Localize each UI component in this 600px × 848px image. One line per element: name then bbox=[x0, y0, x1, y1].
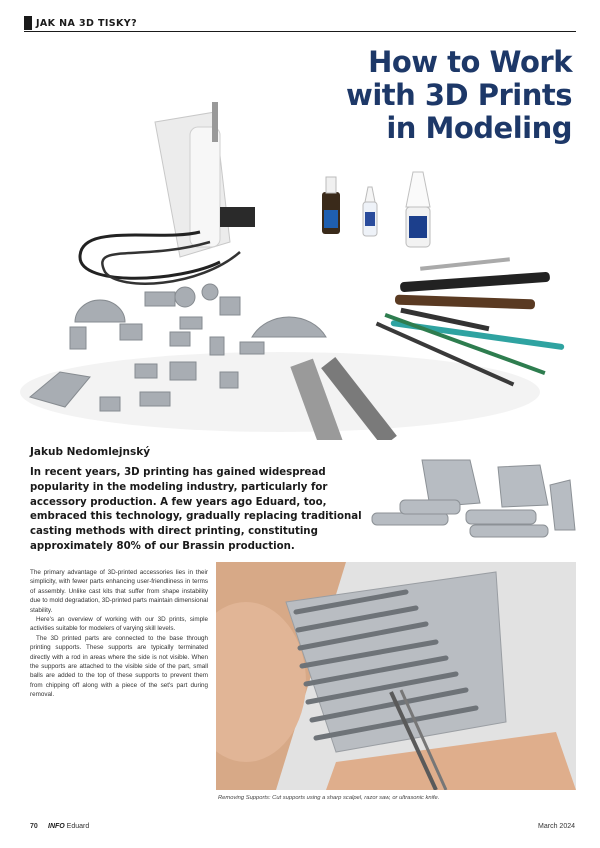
magazine-name bbox=[48, 823, 89, 830]
magazine-name-strong: INFO bbox=[48, 823, 65, 830]
photo-caption: Removing Supports: Cut supports using a sharp scalpel, razor saw, or ultrasonic knife. bbox=[218, 795, 440, 801]
body-paragraph: Here's an overview of working with our 3D prints, simple activities suitable for modelers of varying skill levels. bbox=[30, 616, 208, 633]
body-paragraph: The primary advantage of 3D-printed accessories lies in their simplicity, with fewer parts enhancing user-friendliness in terms of assembly. Unlike cast kits that suffer from shape instability due to mold degradation, 3D-printed parts maintain dimensional stability. bbox=[30, 569, 208, 614]
body-text bbox=[30, 568, 208, 700]
author-name: Jakub Nedomlejnský bbox=[30, 446, 151, 458]
side-photo bbox=[370, 455, 585, 555]
issue-date: March 2024 bbox=[538, 823, 575, 830]
title-line: with 3D Prints bbox=[346, 78, 572, 112]
main-photo bbox=[216, 562, 576, 790]
title-line: in Modeling bbox=[386, 111, 572, 145]
heat-tool-image bbox=[80, 102, 255, 284]
title-line: How to Work bbox=[368, 45, 572, 79]
magazine-name-rest: Eduard bbox=[64, 823, 90, 830]
page-footer bbox=[30, 823, 575, 837]
section-marker bbox=[24, 16, 32, 30]
glue-bottles-image bbox=[322, 172, 430, 247]
hero-photo bbox=[20, 92, 580, 440]
page-number: 70 bbox=[30, 823, 38, 830]
lead-paragraph: In recent years, 3D printing has gained widespread popularity in the modeling industry, particularly for accessory production. A few years ago Eduard, too, embraced this technology, gradually replacing traditional casting methods with direct printing, constituting approximately 80% of our Brassin production. bbox=[30, 467, 362, 552]
section-header bbox=[24, 16, 576, 32]
body-paragraph: The 3D printed parts are connected to the base through printing supports. These supports are typically terminated directly with a rod in areas where the side is not visible. When the supports are attached to the visible side of the part, small balls are added to the top of these supports to prevent them from chipping off along with a piece of the set's part during removal. bbox=[30, 634, 208, 699]
section-label: JAK NA 3D TISKY? bbox=[36, 18, 137, 29]
